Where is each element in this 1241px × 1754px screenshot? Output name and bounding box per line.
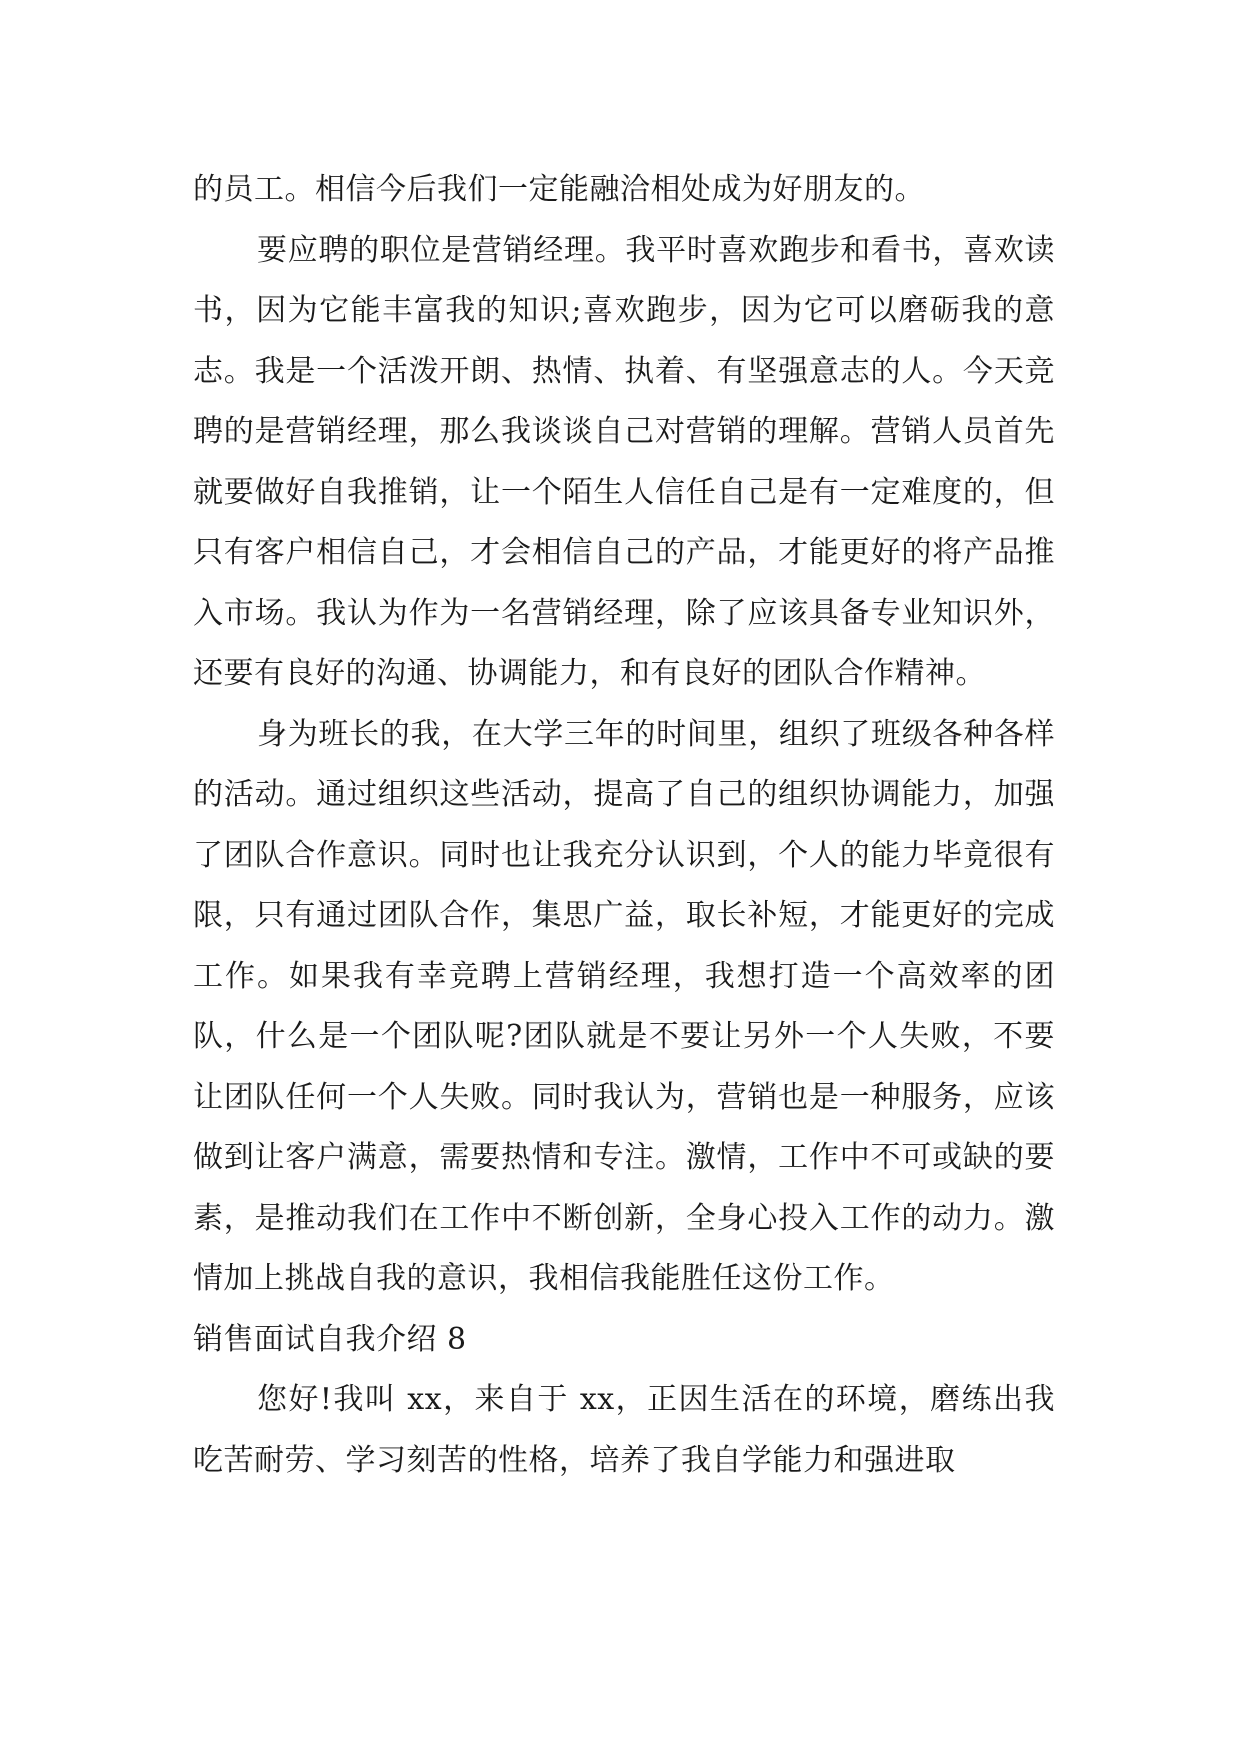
paragraph-introduction: 您好!我叫 xx，来自于 xx，正因生活在的环境，磨练出我吃苦耐劳、学习刻苦的性格，培养了我自学能力和强进取	[193, 1382, 1055, 1478]
paragraph-experience: 身为班长的我，在大学三年的时间里，组织了班级各种各样的活动。通过组织这些活动，提高了自己的组织协调能力，加强了团队合作意识。同时也让我充分认识到，个人的能力毕竟很有限，只有通过团队合作，集思广益，取长补短，才能更好的完成工作。如果我有幸竞聘上营销经理，我想打造一个高效率的团队，什么是一个团队呢?团队就是不要让另外一个人失败，不要让团队任何一个人失败。同时我认为，营销也是一种服务，应该做到让客户满意，需要热情和专注。激情，工作中不可或缺的要素，是推动我们在工作中不断创新，全身心投入工作的动力。激情加上挑战自我的意识，我相信我能胜任这份工作。	[193, 716, 1055, 1296]
paragraph-position: 要应聘的职位是营销经理。我平时喜欢跑步和看书，喜欢读书，因为它能丰富我的知识;喜欢跑步，因为它可以磨砺我的意志。我是一个活泼开朗、热情、执着、有坚强意志的人。今天竞聘的是营销经理，那么我谈谈自己对营销的理解。营销人员首先就要做好自我推销，让一个陌生人信任自己是有一定难度的，但只有客户相信自己，才会相信自己的产品，才能更好的将产品推入市场。我认为作为一名营销经理，除了应该具备专业知识外，还要有良好的沟通、协调能力，和有良好的团队合作精神。	[193, 232, 1055, 691]
section-heading: 销售面试自我介绍 8	[193, 1321, 467, 1357]
paragraph-continuation: 的员工。相信今后我们一定能融洽相处成为好朋友的。	[193, 172, 925, 207]
document-body	[193, 160, 1055, 1491]
